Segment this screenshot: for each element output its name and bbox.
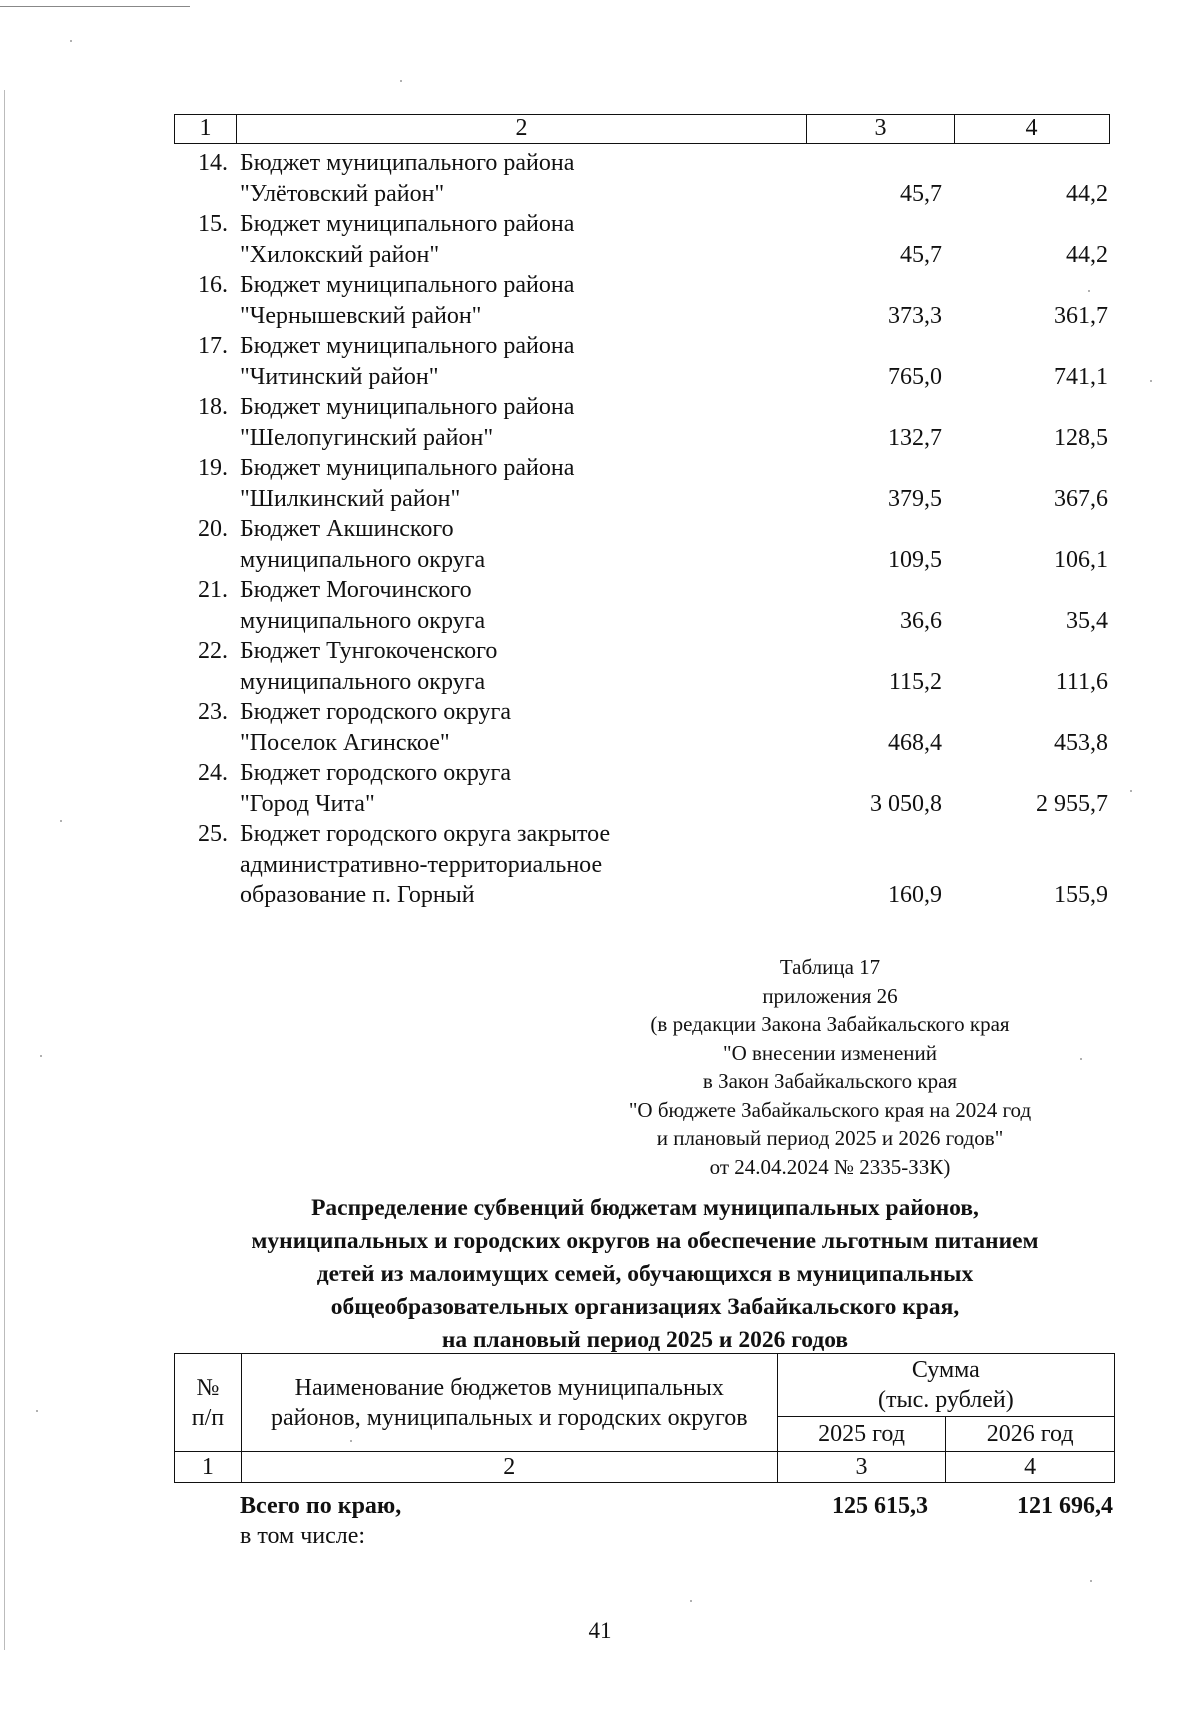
title-line: муниципальных и городских округов на обеспечение льготным питанием <box>251 1228 1039 1254</box>
table-row <box>174 209 1110 270</box>
value-2025: 45,7 <box>900 241 942 268</box>
value-2026: 155,9 <box>1054 882 1108 908</box>
budget-name-line: Бюджет муниципального района <box>240 394 575 420</box>
scan-speck <box>36 1410 38 1412</box>
value-2026: 367,6 <box>1054 485 1108 512</box>
value-2026-cell <box>954 270 1110 331</box>
value-2025: 3 050,8 <box>870 790 942 817</box>
scan-edge-line <box>0 6 190 7</box>
title-line: на плановый период 2025 и 2026 годов <box>441 1327 849 1353</box>
value-2026: 44,2 <box>1066 180 1108 207</box>
budget-name-line: "Город Чита" <box>240 790 375 817</box>
budget-name <box>236 819 744 911</box>
budget-name-line: "Улётовский район" <box>240 180 445 207</box>
budget-name-line: Бюджет городского округа <box>240 699 512 725</box>
row-number: 22. <box>198 638 228 664</box>
value-2026-cell <box>954 148 1110 209</box>
column-index: 1 <box>175 1452 242 1483</box>
value-2025-cell <box>744 392 954 453</box>
budget-name <box>236 331 744 392</box>
budget-name-line: муниципального округа <box>240 668 486 695</box>
value-2025: 109,5 <box>888 546 942 573</box>
caption-line: приложения 26 <box>762 983 898 1008</box>
value-2026: 106,1 <box>1054 546 1108 573</box>
table-row <box>174 148 1110 209</box>
continuation-table-header <box>174 114 1110 144</box>
value-2026: 111,6 <box>1055 668 1108 695</box>
budget-name-line: Бюджет Тунгокоченского <box>240 638 498 664</box>
table-row <box>174 270 1110 331</box>
value-2026-cell <box>954 514 1110 575</box>
budget-name-line: Бюджет муниципального района <box>240 272 575 298</box>
caption-line: "О бюджете Забайкальского края на 2024 год <box>628 1097 1032 1122</box>
budget-name <box>236 209 744 270</box>
value-2025-cell <box>744 758 954 819</box>
scan-speck <box>70 40 72 42</box>
value-2025-cell <box>744 331 954 392</box>
value-2025-cell <box>744 575 954 636</box>
value-2026: 2 955,7 <box>1036 790 1108 817</box>
budget-name <box>236 453 744 514</box>
totals-label: Всего по краю, <box>240 1493 402 1519</box>
value-2026: 453,8 <box>1054 729 1108 756</box>
value-2025: 45,7 <box>900 180 942 207</box>
value-2026: 44,2 <box>1066 241 1108 268</box>
table-row <box>174 636 1110 697</box>
header-text: районов, муниципальных и городских округов <box>271 1404 748 1431</box>
value-2026-cell <box>954 819 1110 911</box>
header-cell: 1 <box>175 115 237 143</box>
value-2026: 741,1 <box>1054 363 1108 390</box>
scan-edge-line <box>4 90 5 1650</box>
row-number: 19. <box>198 455 228 481</box>
distribution-table-header <box>174 1353 1115 1483</box>
column-header-number <box>175 1354 242 1452</box>
budget-name-line: "Хилокский район" <box>240 241 440 268</box>
totals-block <box>174 1491 1115 1551</box>
scan-speck <box>1150 380 1152 382</box>
caption-line: Таблица 17 <box>779 955 881 979</box>
value-2025: 36,6 <box>900 607 942 634</box>
header-text: п/п <box>191 1404 225 1431</box>
row-number: 21. <box>198 577 228 603</box>
value-2026-cell <box>954 209 1110 270</box>
budget-name <box>236 575 744 636</box>
value-2026: 128,5 <box>1054 424 1108 451</box>
budget-name <box>236 697 744 758</box>
header-text: (тыс. рублей) <box>878 1387 1014 1413</box>
row-number: 14. <box>198 150 228 176</box>
budget-name-line: Бюджет Могочинского <box>240 577 472 603</box>
value-2026-cell <box>954 392 1110 453</box>
caption-line: и плановый период 2025 и 2026 годов" <box>656 1126 1004 1150</box>
row-number: 15. <box>198 211 228 237</box>
budget-name-line: административно-территориальное <box>240 851 603 878</box>
budget-name <box>236 514 744 575</box>
value-2025: 160,9 <box>888 882 942 908</box>
budget-name-line: Бюджет муниципального района <box>240 333 575 359</box>
value-2025-cell <box>744 697 954 758</box>
row-number: 16. <box>198 272 228 298</box>
scan-speck <box>40 1055 42 1057</box>
page-number: 41 <box>588 1618 612 1643</box>
row-number: 17. <box>198 333 228 359</box>
row-number: 18. <box>198 394 228 420</box>
table-row <box>174 392 1110 453</box>
budget-name-line: Бюджет муниципального района <box>240 211 575 237</box>
column-header-year-2025: 2025 год <box>777 1417 946 1452</box>
value-2025-cell <box>744 819 954 911</box>
value-2025: 132,7 <box>888 424 942 451</box>
scan-speck <box>1080 1058 1082 1060</box>
value-2025-cell <box>744 453 954 514</box>
table-row <box>174 575 1110 636</box>
column-index: 4 <box>946 1452 1115 1483</box>
value-2026-cell <box>954 758 1110 819</box>
budget-name <box>236 758 744 819</box>
caption-line: в Закон Забайкальского края <box>702 1069 958 1093</box>
totals-subrow <box>174 1521 1115 1551</box>
value-2026: 361,7 <box>1054 302 1108 329</box>
value-2025: 379,5 <box>888 485 942 512</box>
header-cell: 2 <box>237 115 807 143</box>
scan-speck <box>690 1600 692 1602</box>
table-row <box>174 514 1110 575</box>
budget-name-line: муниципального округа <box>240 607 486 634</box>
budget-name-line: Бюджет Акшинского <box>240 516 454 542</box>
row-number: 23. <box>198 699 228 725</box>
totals-row <box>174 1491 1115 1521</box>
column-index: 3 <box>777 1452 946 1483</box>
budget-name-line: "Поселок Агинское" <box>240 729 450 756</box>
value-2026-cell <box>954 697 1110 758</box>
budget-name <box>236 392 744 453</box>
value-2026: 35,4 <box>1066 607 1108 634</box>
scan-speck <box>60 820 62 822</box>
budget-name-line: Бюджет городского округа <box>240 760 512 786</box>
value-2025: 468,4 <box>888 729 942 756</box>
title-line: общеобразовательных организациях Забайкальского края, <box>330 1294 960 1320</box>
budget-name-line: Бюджет муниципального района <box>240 455 575 481</box>
budget-name-line: "Шилкинский район" <box>240 485 461 512</box>
row-number: 24. <box>198 760 228 786</box>
value-2026-cell <box>954 636 1110 697</box>
value-2025-cell <box>744 636 954 697</box>
totals-sub-label: в том числе: <box>240 1523 366 1549</box>
column-header-name <box>241 1354 777 1452</box>
scan-speck <box>400 80 402 82</box>
table-row <box>174 819 1110 911</box>
header-cell: 4 <box>1025 115 1038 141</box>
budget-name <box>236 636 744 697</box>
row-number: 25. <box>198 821 228 847</box>
totals-value-2026: 121 696,4 <box>1017 1493 1113 1519</box>
column-index: 2 <box>241 1452 777 1483</box>
value-2026-cell <box>954 575 1110 636</box>
header-text: Сумма <box>911 1357 980 1383</box>
value-2025: 765,0 <box>888 363 942 390</box>
value-2025-cell <box>744 148 954 209</box>
continuation-table-body <box>174 148 1110 911</box>
value-2025: 373,3 <box>888 302 942 329</box>
budget-name-line: "Читинский район" <box>240 363 439 390</box>
scan-speck <box>1130 790 1132 792</box>
header-text: Наименование бюджетов муниципальных <box>294 1374 724 1401</box>
budget-name-line: "Шелопугинский район" <box>240 424 494 451</box>
table-row <box>174 758 1110 819</box>
budget-name-line: "Чернышевский район" <box>240 302 482 329</box>
column-header-sum <box>777 1354 1114 1417</box>
header-cell: 3 <box>807 115 955 143</box>
section-title <box>150 1192 1140 1357</box>
budget-name <box>236 148 744 209</box>
table-caption <box>580 953 1080 1181</box>
row-number: 20. <box>198 516 228 542</box>
caption-line: от 24.04.2024 № 2335-ЗЗК) <box>709 1154 951 1179</box>
table-row <box>174 453 1110 514</box>
value-2025-cell <box>744 270 954 331</box>
scan-speck <box>1090 1580 1092 1582</box>
caption-line: "О внесении изменений <box>723 1040 937 1065</box>
totals-value-2025: 125 615,3 <box>832 1493 928 1519</box>
value-2025-cell <box>744 514 954 575</box>
value-2025-cell <box>744 209 954 270</box>
budget-name-line: Бюджет муниципального района <box>240 150 575 176</box>
header-text: № <box>196 1374 220 1401</box>
budget-name <box>236 270 744 331</box>
value-2025: 115,2 <box>888 668 942 695</box>
title-line: Распределение субвенций бюджетам муниципальных районов, <box>311 1195 979 1221</box>
value-2026-cell <box>954 331 1110 392</box>
budget-name-line: образование п. Горный <box>240 882 475 908</box>
title-line: детей из малоимущих семей, обучающихся в муниципальных <box>316 1261 974 1287</box>
column-header-year-2026: 2026 год <box>946 1417 1115 1452</box>
value-2026-cell <box>954 453 1110 514</box>
budget-name-line: Бюджет городского округа закрытое <box>240 821 611 847</box>
budget-name-line: муниципального округа <box>240 546 486 573</box>
table-row <box>174 697 1110 758</box>
caption-line: (в редакции Закона Забайкальского края <box>650 1012 1010 1036</box>
table-row <box>174 331 1110 392</box>
